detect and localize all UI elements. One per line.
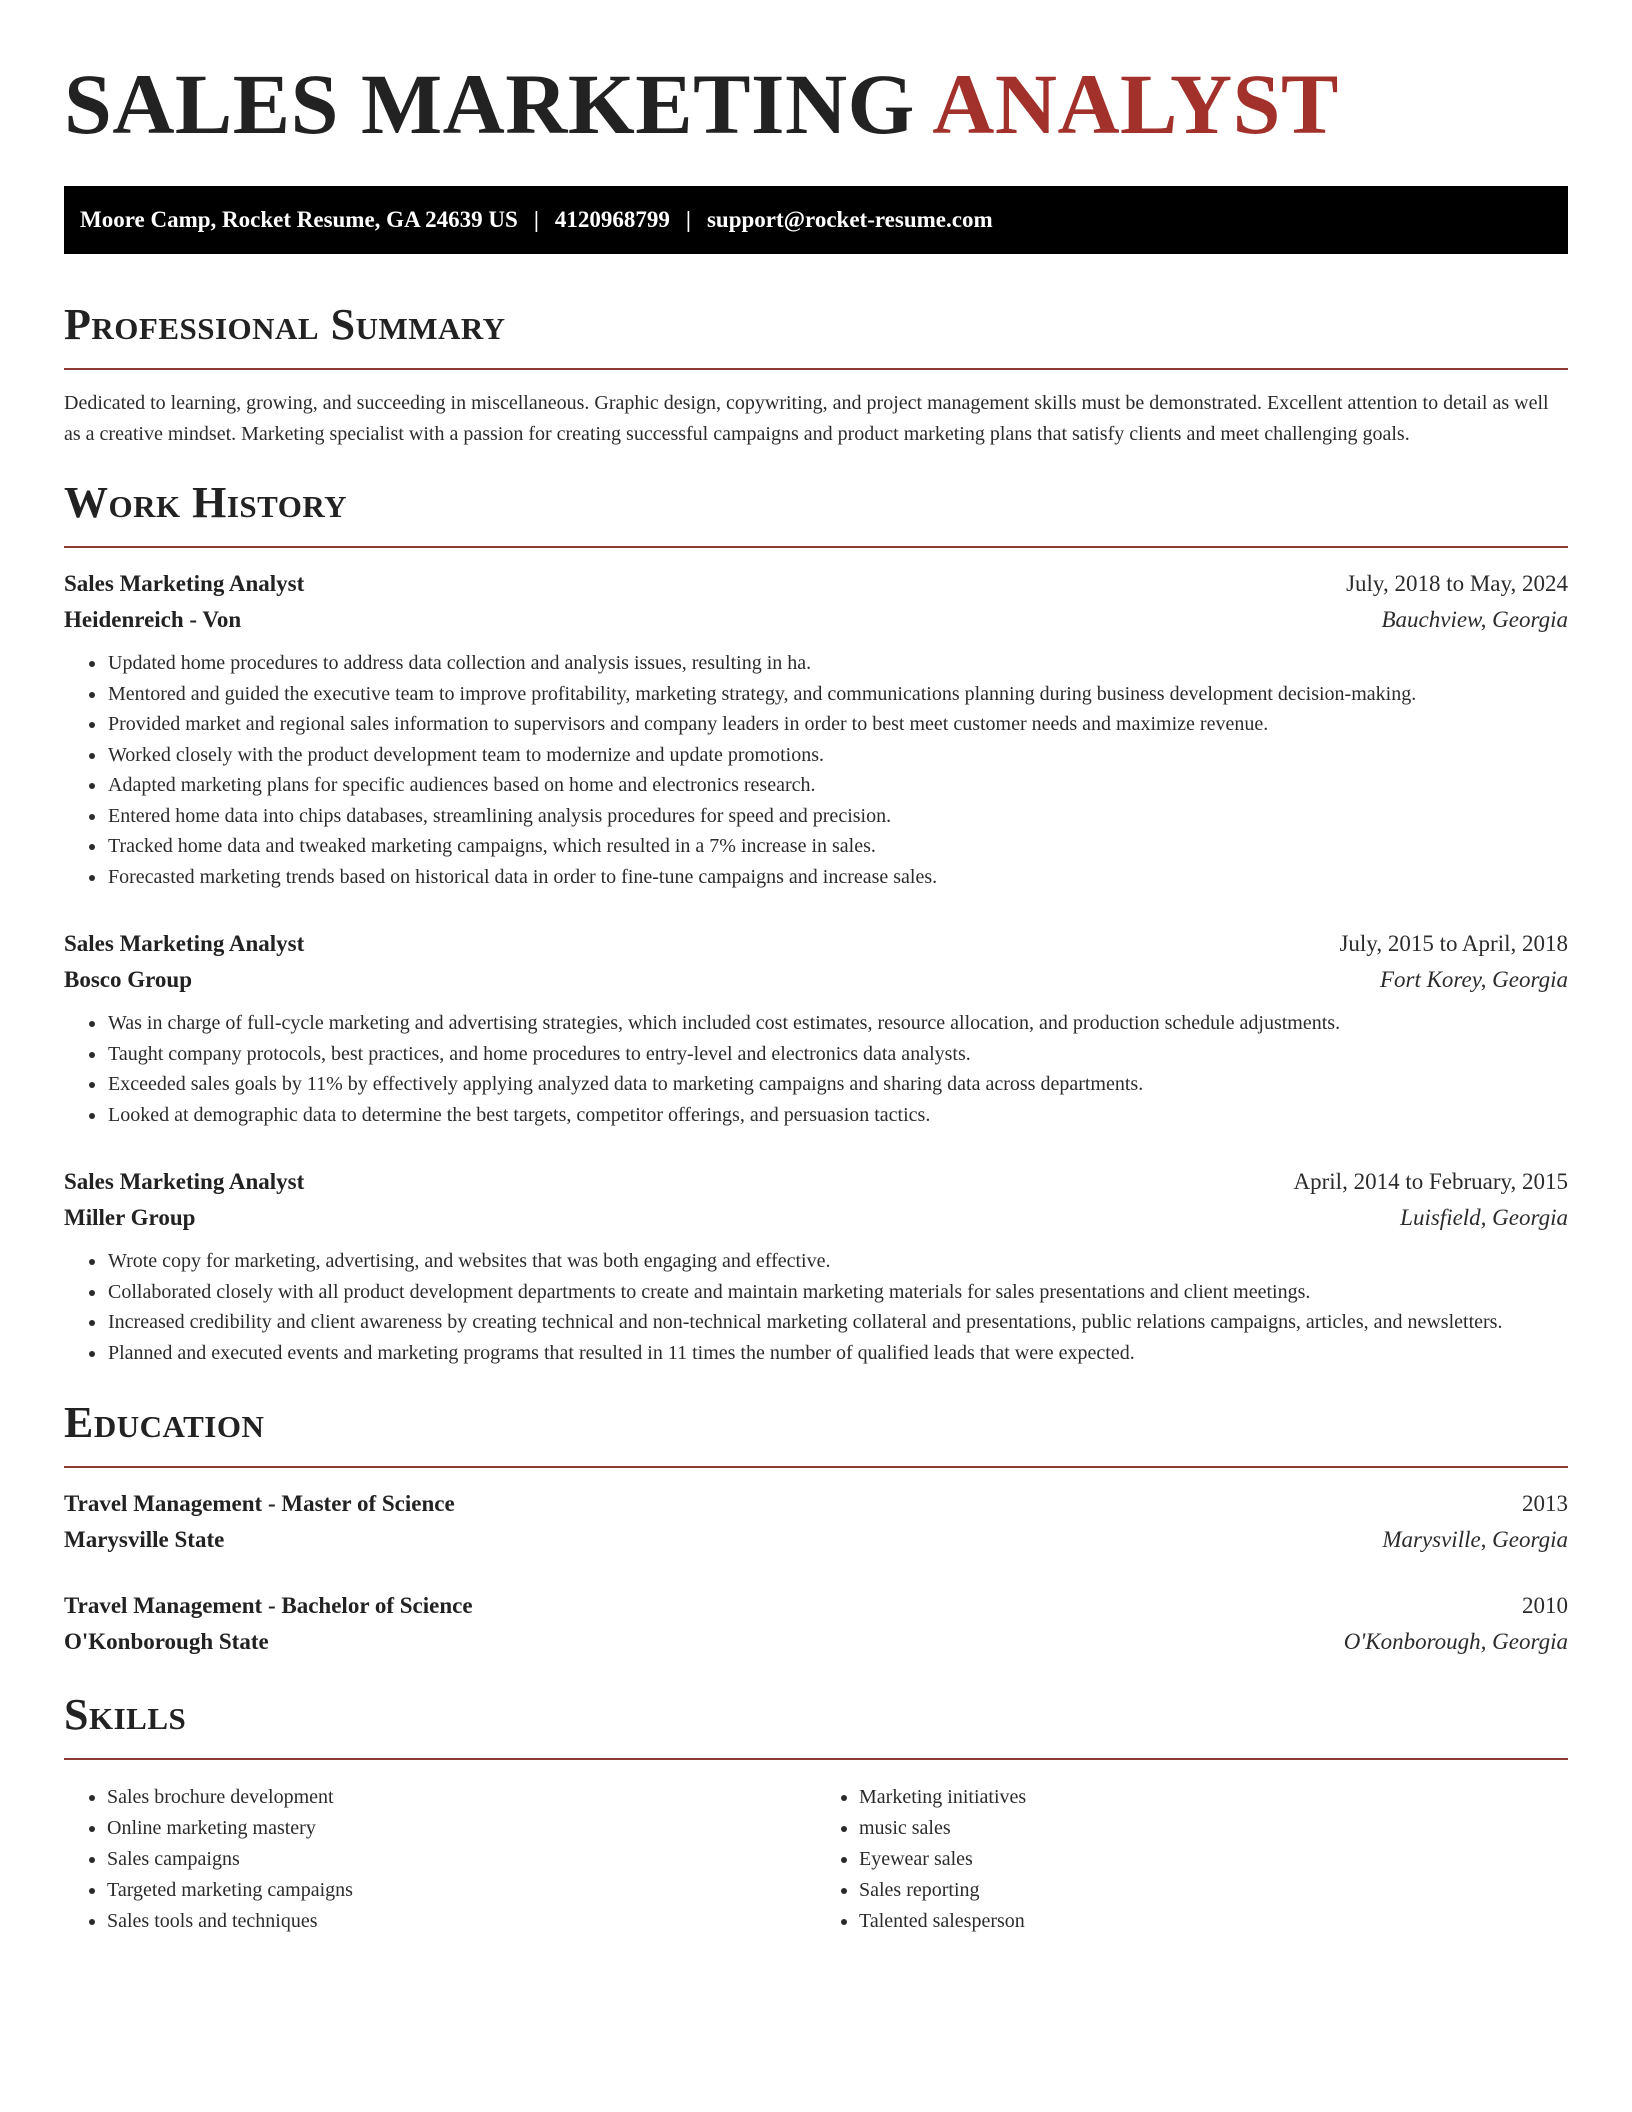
job-header-row xyxy=(64,566,1568,602)
skill-item: • Sales campaigns xyxy=(107,1844,816,1875)
list-item: • Planned and executed events and marketing programs that resulted in 11 times the number of qualified leads that were expected. xyxy=(107,1338,1568,1369)
job-company-row xyxy=(64,1200,1568,1236)
job-bullets xyxy=(64,648,1568,892)
list-item: • Updated home procedures to address data collection and analysis issues, resulting in ha. xyxy=(107,648,1568,679)
list-item: • Exceeded sales goals by 11% by effectively applying analyzed data to marketing campaigns and sharing data across departments. xyxy=(107,1069,1568,1100)
job-dates: July, 2015 to April, 2018 xyxy=(1339,931,1568,956)
education-entry xyxy=(64,1486,1568,1558)
job-company: Miller Group xyxy=(64,1205,196,1230)
contact-bar xyxy=(64,186,1568,254)
list-item: • Worked closely with the product development team to modernize and update promotions. xyxy=(107,740,1568,771)
education-header-row xyxy=(64,1486,1568,1522)
job-location: Fort Korey, Georgia xyxy=(1379,967,1568,992)
job-company: Bosco Group xyxy=(64,967,193,992)
skill-item: • Online marketing mastery xyxy=(107,1813,816,1844)
education-school-row xyxy=(64,1522,1568,1558)
education-header-row xyxy=(64,1588,1568,1624)
contact-separator: | xyxy=(533,207,539,232)
education-location: Marysville, Georgia xyxy=(1382,1527,1568,1552)
work-history-section xyxy=(64,476,1568,1368)
skill-item: • Marketing initiatives xyxy=(859,1782,1568,1813)
contact-address: Moore Camp, Rocket Resume, GA 24639 US xyxy=(80,207,518,232)
skill-item: • Targeted marketing campaigns xyxy=(107,1875,816,1906)
job-role: Sales Marketing Analyst xyxy=(64,931,305,956)
job-role: Sales Marketing Analyst xyxy=(64,1169,305,1194)
education-entry xyxy=(64,1588,1568,1660)
section-divider xyxy=(64,1466,1568,1468)
education-school: O'Konborough State xyxy=(64,1629,269,1654)
section-title: Skills xyxy=(64,1690,187,1739)
job-bullets xyxy=(64,1008,1568,1130)
job-header-row xyxy=(64,1164,1568,1200)
skills-section xyxy=(64,1688,1568,1937)
section-divider xyxy=(64,1758,1568,1760)
education-year: 2010 xyxy=(1522,1593,1568,1618)
contact-email: support@rocket-resume.com xyxy=(706,207,993,232)
section-divider xyxy=(64,368,1568,370)
education-section xyxy=(64,1396,1568,1660)
job-entry xyxy=(64,926,1568,1130)
education-school: Marysville State xyxy=(64,1527,225,1552)
resume-name xyxy=(64,48,1568,160)
job-dates: April, 2014 to February, 2015 xyxy=(1293,1169,1568,1194)
list-item: • Entered home data into chips databases, streamlining analysis procedures for speed and precision. xyxy=(107,801,1568,832)
list-item: • Provided market and regional sales information to supervisors and company leaders in order to best meet customer needs and maximize revenue. xyxy=(107,709,1568,740)
job-dates: July, 2018 to May, 2024 xyxy=(1346,571,1568,596)
job-company-row xyxy=(64,602,1568,638)
list-item: • Increased credibility and client awareness by creating technical and non-technical marketing collateral and presentations, public relations campaigns, articles, and newsletters. xyxy=(107,1307,1568,1338)
skill-item: • Eyewear sales xyxy=(859,1844,1568,1875)
job-role: Sales Marketing Analyst xyxy=(64,571,305,596)
list-item: • Adapted marketing plans for specific audiences based on home and electronics research. xyxy=(107,770,1568,801)
education-school-row xyxy=(64,1624,1568,1660)
list-item: • Was in charge of full-cycle marketing and advertising strategies, which included cost estimates, resource allocation, and production schedule adjustments. xyxy=(107,1008,1568,1039)
skill-item: • Sales reporting xyxy=(859,1875,1568,1906)
contact-separator: | xyxy=(685,207,691,232)
skills-list-left xyxy=(64,1782,816,1937)
section-title: Work History xyxy=(64,478,348,527)
list-item: • Mentored and guided the executive team to improve profitability, marketing strategy, and communications planning during business development decision-making. xyxy=(107,679,1568,710)
job-company-row xyxy=(64,962,1568,998)
skill-item: • music sales xyxy=(859,1813,1568,1844)
list-item: • Forecasted marketing trends based on historical data in order to fine-tune campaigns and increase sales. xyxy=(107,862,1568,893)
list-item: • Tracked home data and tweaked marketing campaigns, which resulted in a 7% increase in sales. xyxy=(107,831,1568,862)
skills-columns xyxy=(64,1778,1568,1937)
list-item: • Wrote copy for marketing, advertising, and websites that was both engaging and effective. xyxy=(107,1246,1568,1277)
section-title: Education xyxy=(64,1398,265,1447)
job-header-row xyxy=(64,926,1568,962)
skill-item: • Sales tools and techniques xyxy=(107,1906,816,1937)
list-item: • Looked at demographic data to determine the best targets, competitor offerings, and persuasion tactics. xyxy=(107,1100,1568,1131)
name-accent: ANALYST xyxy=(932,56,1339,152)
skill-item: • Talented salesperson xyxy=(859,1906,1568,1937)
education-location: O'Konborough, Georgia xyxy=(1343,1629,1568,1654)
skills-list-right xyxy=(816,1782,1568,1937)
summary-section xyxy=(64,298,1568,450)
job-entry xyxy=(64,566,1568,892)
skill-item: • Sales brochure development xyxy=(107,1782,816,1813)
job-location: Luisfield, Georgia xyxy=(1400,1205,1568,1230)
education-degree: Travel Management - Master of Science xyxy=(64,1491,455,1516)
education-year: 2013 xyxy=(1522,1491,1568,1516)
contact-phone: 4120968799 xyxy=(554,207,670,232)
name-main: SALES MARKETING xyxy=(64,56,915,152)
job-location: Bauchview, Georgia xyxy=(1381,607,1568,632)
list-item: • Taught company protocols, best practices, and home procedures to entry-level and electronics data analysts. xyxy=(107,1039,1568,1070)
list-item: • Collaborated closely with all product development departments to create and maintain marketing materials for sales presentations and client meetings. xyxy=(107,1277,1568,1308)
job-bullets xyxy=(64,1246,1568,1368)
job-company: Heidenreich - Von xyxy=(64,607,242,632)
job-entry xyxy=(64,1164,1568,1368)
section-title: Professional Summary xyxy=(64,300,506,349)
education-degree: Travel Management - Bachelor of Science xyxy=(64,1593,473,1618)
summary-text: Dedicated to learning, growing, and succeeding in miscellaneous. Graphic design, copywriting, and project management skills must be demonstrated. Excellent attention to detail as well as a creative mindset. Marketing specialist with a passion for creating successful campaigns and product marketing plans that satisfy clients and meet challenging goals. xyxy=(64,392,1549,445)
section-divider xyxy=(64,546,1568,548)
